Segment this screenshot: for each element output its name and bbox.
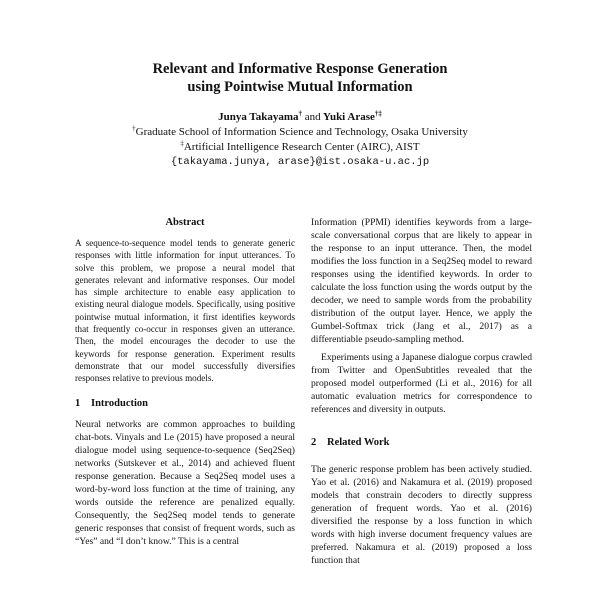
author-names — [0, 110, 600, 125]
section-1-heading — [75, 397, 295, 410]
author-1-mark: † — [298, 109, 303, 118]
affiliation-1-mark: † — [132, 124, 136, 133]
section-2-heading — [311, 436, 532, 449]
author-2-mark: †‡ — [374, 109, 382, 118]
right-paragraph-2: Experiments using a Japanese dialogue corpus crawled from Twitter and OpenSubtitles revealed that the proposed model outperformed (Li et al., 2016) for all automatic evaluation metrics for correspondence to references and diversity in outputs. — [311, 352, 532, 415]
right-column — [311, 216, 532, 567]
left-column — [75, 216, 295, 548]
intro-text: Neural networks are common approaches to building chat-bots. Vinyals and Le (2015) have proposed a neural dialogue model using sequence-to-sequence (Seq2Seq) networks (Sutskever et al., 2014) and achieved fluent response generation. Because a Seq2Seq model uses a word-by-word loss function at the time of training, any words outside the reference are penalized equally. Consequently, the Seq2Seq model tends to generate generic responses that consist of frequent words, such as “Yes” and “I don’t know.” This is a central — [75, 418, 295, 547]
title-line-2: using Pointwise Mutual Information — [187, 79, 413, 95]
section-2-title: Related Work — [327, 437, 390, 448]
abstract-text: A sequence-to-sequence model tends to generate generic responses with little information for input utterances. To solve this problem, we propose a neural model that generates relevant and informative responses. Our model has simple architecture to enable easy application to existing neural dialogue models. Specifically, using positive pointwise mutual information, it first identifies keywords that frequently co-occur in responses given an utterance. Then, the model encourages the decoder to use the keywords for response generation. Experiment results demonstrate that our model successfully diversifies responses relative to previous models. — [75, 238, 295, 384]
abstract-heading: Abstract — [165, 217, 205, 228]
author-2: Yuki Arase — [323, 111, 375, 123]
author-1: Junya Takayama — [218, 111, 299, 123]
section-1-number: 1 — [75, 397, 81, 409]
section-2-number: 2 — [311, 437, 317, 448]
affiliation-2-text: Artificial Intelligence Research Center (AIRC), AIST — [183, 141, 420, 153]
paper-title — [0, 60, 600, 96]
affiliation-1 — [0, 125, 600, 140]
affiliation-2-mark: ‡ — [180, 139, 184, 148]
affiliation-2 — [0, 140, 600, 155]
related-work-text: The generic response problem has been actively studied. Yao et al. (2016) and Nakamura et al. (2019) proposed models that constrain decoders to directly suppress generation of frequent words. Yao et al. (2016) diversified the response by a loss function in which words with high inverse document frequency values are preferred. Nakamura et al. (2019) proposed a loss function that — [311, 464, 532, 566]
author-email: {takayama.junya, arase}@ist.osaka-u.ac.jp — [170, 156, 430, 168]
title-line-1: Relevant and Informative Response Generation — [152, 61, 448, 77]
author-and: and — [304, 111, 321, 123]
right-paragraph-1: Information (PPMI) identifies keywords from a large-scale conversational corpus that are likely to appear in the response to an input utterance. Then, the model modifies the loss function in a Seq2Seq model to reward responses using the identified keywords. In order to calculate the loss function using the words output by the decoder, we need to sample words from the probability distribution of the output layer. Hence, we apply the Gumbel-Softmax trick (Jang et al., 2017) as a differentiable pseudo-sampling method. — [311, 217, 532, 345]
affiliation-1-text: Graduate School of Information Science and Technology, Osaka University — [135, 126, 468, 138]
author-block — [0, 110, 600, 170]
section-1-title: Introduction — [91, 397, 148, 409]
